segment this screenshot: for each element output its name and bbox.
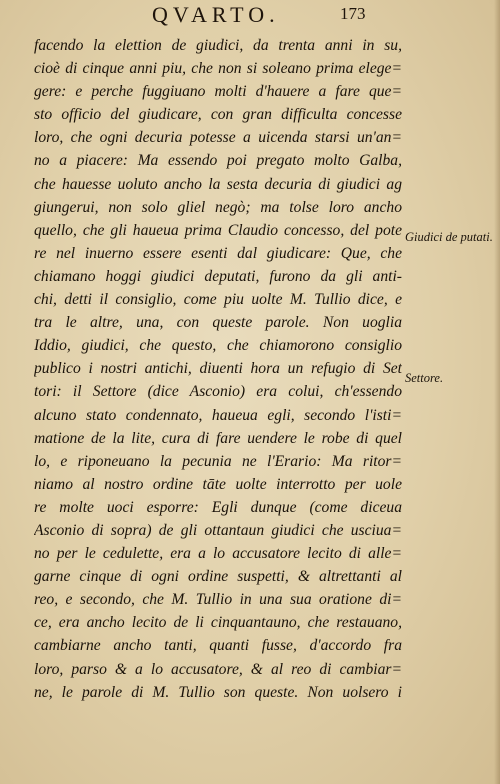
text-line: facendo la elettion de giudici, da trenta anni in su, xyxy=(34,37,402,54)
text-line: loro, che ogni decuria potesse a uicenda starsi un'an= xyxy=(34,129,402,147)
text-line: garne cinque di ogni ordine suspetti, & altrettanti al xyxy=(34,568,402,586)
text-line: ne, le parole di M. Tullio son queste. Non uolsero i xyxy=(34,683,402,701)
text-line: matione de la lite, cura di fare uendere le robe di quel xyxy=(34,429,402,447)
text-line: Iddio, giudici, che questo, che chiamorono consiglio xyxy=(34,337,402,355)
text-line: re nel inuerno essere esenti dal giudicare: Que, che xyxy=(34,244,402,262)
running-title: QVARTO. xyxy=(152,2,280,27)
margin-note-settore: Settore. xyxy=(405,371,444,385)
page-header xyxy=(0,2,500,32)
page-edge-shadow xyxy=(494,0,500,784)
text-line: loro, parso & a lo accusatore, & al reo di cambiar= xyxy=(34,660,402,678)
text-line: reo, e secondo, che M. Tullio in una sua oratione di= xyxy=(34,591,402,609)
text-line: che hauesse uoluto ancho la sesta decuria di giudici ag xyxy=(34,175,402,193)
text-line: tori: il Settore (dice Asconio) era colui, ch'essendo xyxy=(34,383,402,401)
text-line: cambiarne ancho tanti, quanti fusse, d'accordo fra xyxy=(34,637,402,655)
margin-note-giudici-deputati: Giudici de putati. xyxy=(405,230,493,244)
text-line: re molte uoci esporre: Egli dunque (come diceua xyxy=(34,498,402,516)
text-line: niamo al nostro ordine tāte uolte interrotto per uole xyxy=(34,475,402,493)
text-line: giungerui, non solo gliel negò; ma tolse loro ancho xyxy=(34,198,402,216)
text-line: tra le altre, una, con queste parole. Non uoglia xyxy=(34,314,402,332)
body-text xyxy=(34,34,402,704)
text-line: sto officio del giudicare, con gran difficulta concesse xyxy=(34,106,402,124)
text-line: ce, era ancho lecito de li cinquantauno, che restauano, xyxy=(34,614,402,632)
text-line: alcuno stato condennato, haueua egli, secondo l'isti= xyxy=(34,406,402,424)
text-line: cioè di cinque anni piu, che non si soleano prima elege= xyxy=(34,60,402,78)
text-line: quello, che gli haueua prima Claudio concesso, del pote xyxy=(34,221,402,239)
text-line: gere: e perche fuggiuano molti d'hauere a fare que= xyxy=(34,83,402,101)
text-line: no per le cedulette, era a lo accusatore lecito di alle= xyxy=(34,545,402,563)
page-number: 173 xyxy=(340,4,366,23)
text-line: no a piacere: Ma essendo poi pregato molto Galba, xyxy=(34,152,402,170)
text-line: chi, detti il consiglio, come piu uolte M. Tullio dice, e xyxy=(34,291,402,309)
text-line: lo, e riponeuano la pecunia ne l'Erario: Ma ritor= xyxy=(34,452,402,470)
text-line: Asconio di sopra) de gli ottantaun giudici che usciua= xyxy=(34,521,402,539)
text-line: chiamano hoggi giudici deputati, furono da gli anti- xyxy=(34,267,402,285)
text-line: publico i nostri antichi, diuenti hora un refugio di Set xyxy=(34,360,402,378)
